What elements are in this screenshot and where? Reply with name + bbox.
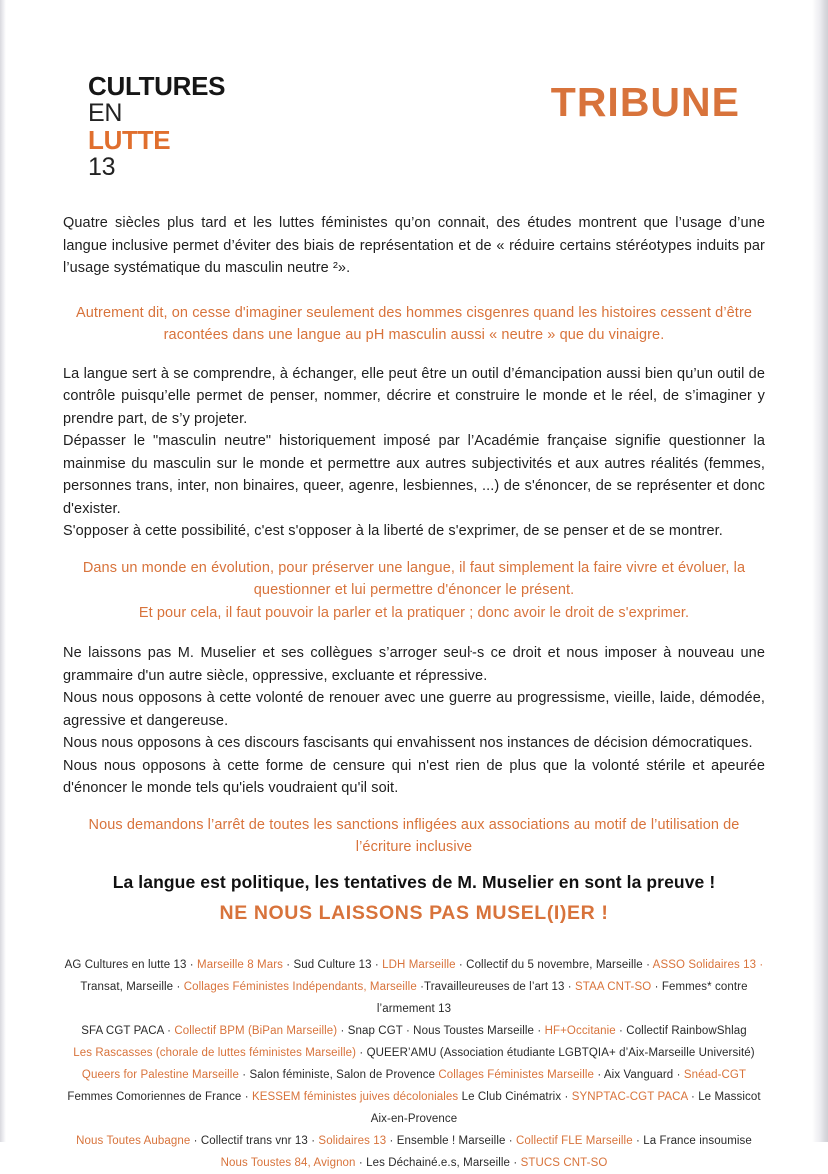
signatory: · La France insoumise <box>632 1134 752 1147</box>
paragraph-opposons-volonte: Nous nous opposons à cette volonté de renouer avec une guerre au progressisme, vieille, laide, démodée, agressive et dangereuse. <box>63 690 765 729</box>
block-oppositions <box>63 642 765 800</box>
signatory: ASSO Solidaires 13 · <box>652 958 764 971</box>
logo-line-lutte: LUTTE <box>88 125 171 155</box>
block-langue <box>63 363 765 543</box>
page-title: TRIBUNE <box>550 79 740 125</box>
signatory: Collages Féministes Indépendants, Marseille <box>183 980 417 993</box>
signatory-line <box>63 1086 765 1130</box>
callout-evolution-2: Et pour cela, il faut pouvoir la parler et la pratiquer ; donc avoir le droit de s'exprimer. <box>138 604 690 621</box>
logo-line-13: 13 <box>88 153 116 181</box>
signatory: Solidaires 13 <box>318 1134 387 1147</box>
signatory: Femmes Comoriennes de France · <box>67 1090 252 1103</box>
signatory: Collectif FLE Marseille <box>516 1134 633 1147</box>
cultures-en-lutte-logo <box>88 73 225 181</box>
signatory: KESSEM féministes juives décoloniales <box>251 1090 459 1103</box>
signatory: STAA CNT-SO <box>575 980 652 993</box>
signatory: · Ensemble ! Marseille · <box>386 1134 516 1147</box>
signatory: · Snap CGT · Nous Toustes Marseille · <box>337 1024 545 1037</box>
signatory: · Le Massicot Aix-en-Provence <box>370 1090 761 1125</box>
signatory: Collectif BPM (BiPan Marseille) <box>174 1024 338 1037</box>
paragraph-intro: Quatre siècles plus tard et les luttes féministes qu’on connait, des études montrent que l’usage d’une langue inclusive permet d’éviter des biais de représentation et de « réduire certains stéréotypes induits par l’usage systématique du masculin neutre ²». <box>63 215 765 276</box>
page-edge-left <box>0 0 6 1142</box>
paragraph-sopposer: S'opposer à cette possibilité, c'est s'opposer à la liberté de s'exprimer, de se penser et de se montrer. <box>63 523 723 539</box>
paragraph-depasser: Dépasser le "masculin neutre" historiquement imposé par l’Académie française signifie questionner la mainmise du masculin sur le monde et permettre aux autres subjectivités et aux autres réalités (femmes, personnes trans, inter, non binaires, queer, agenre, lesbiennes, ...) de s'énoncer, de se représenter et donc d'exister. <box>63 433 765 517</box>
signatory: · Collectif trans vnr 13 · <box>190 1134 319 1147</box>
signatory: Nous Toutes Aubagne <box>76 1134 191 1147</box>
callout-evolution <box>63 557 765 625</box>
callout-vinaigre: Autrement dit, on cesse d'imaginer seulement des hommes cisgenres quand les histoires cessent d’être racontées dans une langue au pH masculin aussi « neutre » que du vinaigre. <box>75 304 753 343</box>
signatory: Queers for Palestine Marseille <box>81 1068 239 1081</box>
signatory: ·Travailleureuses de l’art 13 · <box>416 980 576 993</box>
signatory-line <box>63 1020 765 1042</box>
signatory: · Salon féministe, Salon de Provence <box>238 1068 439 1081</box>
signatory: Marseille 8 Mars <box>197 958 283 971</box>
logo-line-en: EN <box>88 99 123 127</box>
signatory-line <box>63 1152 765 1174</box>
signatory-line <box>63 1042 765 1064</box>
signatory: AG Cultures en lutte 13 · <box>64 958 198 971</box>
callout-sanctions: Nous demandons l’arrêt de toutes les sanctions infligées aux associations au motif de l’utilisation de l’écriture inclusive <box>88 816 740 855</box>
signatory-line <box>63 954 765 976</box>
signatory: LDH Marseille <box>382 958 456 971</box>
signatory-line <box>63 976 765 1020</box>
headline-langue-politique: La langue est politique, les tentatives de M. Muselier en sont la preuve ! <box>112 871 716 892</box>
signatory: STUCS CNT-SO <box>520 1156 608 1169</box>
logo-line-cultures: CULTURES <box>88 71 226 101</box>
headline-muselier: NE NOUS LAISSONS PAS MUSEL(I)ER ! <box>219 902 609 924</box>
signatory: Snéad-CGT <box>683 1068 747 1081</box>
paragraph-opposons-censure: Nous nous opposons à cette forme de censure qui n'est rien de plus que la volonté stérile et apeurée d'énoncer le monde tels qu'iels voudraient qu'il soit. <box>63 757 765 796</box>
signatory: · Sud Culture 13 · <box>282 958 383 971</box>
page-edge-right <box>812 0 828 1142</box>
signatory: Nous Toustes 84, Avignon <box>220 1156 356 1169</box>
signatory-line <box>63 1064 765 1086</box>
signatory: · Collectif du 5 novembre, Marseille · <box>455 958 653 971</box>
paragraph-ne-laissons: Ne laissons pas M. Muselier et ses collègues s’arroger seuŀ-s ce droit et nous imposer à nouveau une grammaire d'un autre siècle, oppressive, excluante et répressive. <box>63 645 765 684</box>
callout-evolution-1: Dans un monde en évolution, pour préserver une langue, il faut simplement la faire vivre et évoluer, la questionner et lui permettre d'énoncer le présent. <box>82 559 746 598</box>
signatory: · QUEER’AMU (Association étudiante LGBTQIA+ d’Aix-Marseille Université) <box>356 1046 755 1059</box>
signatory: SFA CGT PACA · <box>81 1024 175 1037</box>
paragraph-opposons-discours: Nous nous opposons à ces discours fascisants qui envahissent nos instances de décision démocratiques. <box>63 735 753 751</box>
signatory: Les Rascasses (chorale de luttes féministes Marseille) <box>73 1046 357 1059</box>
signatory: · Les Déchainé.e.s, Marseille · <box>355 1156 521 1169</box>
signatory: · Femmes* contre l’armement 13 <box>376 980 748 1015</box>
signatories <box>63 954 765 1174</box>
signatory-line <box>63 1130 765 1152</box>
paragraph-langue-sert: La langue sert à se comprendre, à échanger, elle peut être un outil d’émancipation aussi bien qu’un outil de contrôle puisqu’elle permet de penser, nommer, décrire et construire le monde et le réel, de s’imaginer y prendre part, de s’y projeter. <box>63 365 765 427</box>
document-header <box>0 0 828 187</box>
signatory: · Aix Vanguard · <box>594 1068 684 1081</box>
signatory: Collages Féministes Marseille <box>438 1068 595 1081</box>
signatory: HF+Occitanie <box>544 1024 616 1037</box>
signatory: Transat, Marseille · <box>80 980 184 993</box>
signatory: Le Club Cinématrix · <box>458 1090 572 1103</box>
document-body <box>63 212 765 1174</box>
signatory: · Collectif RainbowShlag <box>615 1024 747 1037</box>
signatory: SYNPTAC-CGT PACA <box>571 1090 688 1103</box>
